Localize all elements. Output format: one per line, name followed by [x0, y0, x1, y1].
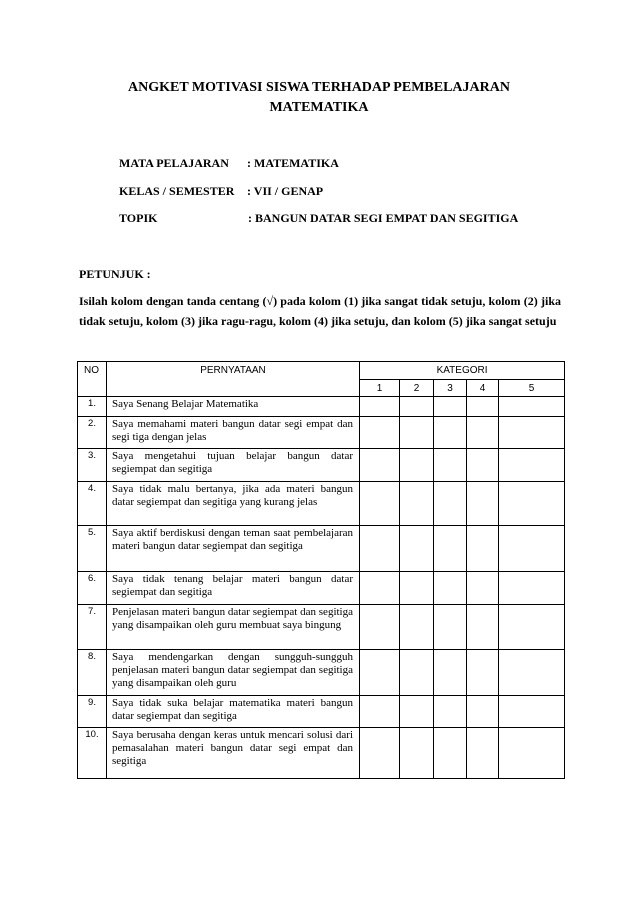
table-row — [78, 417, 565, 449]
row-statement: Saya berusaha dengan keras untuk mencari solusi dari pemasalahan materi bangun datar segi empat dan segitiga — [107, 728, 360, 779]
info-label: MATA PELAJARAN — [119, 156, 229, 170]
rating-cell-4[interactable] — [467, 397, 499, 417]
rating-cell-1[interactable] — [360, 605, 400, 650]
rating-cell-2[interactable] — [400, 605, 434, 650]
rating-cell-3[interactable] — [434, 605, 467, 650]
table-row — [78, 397, 565, 417]
survey-table — [77, 361, 565, 779]
rating-cell-2[interactable] — [400, 449, 434, 482]
rating-cell-1[interactable] — [360, 572, 400, 605]
rating-cell-5[interactable] — [499, 417, 565, 449]
header-category: KATEGORI — [360, 362, 565, 380]
row-number: 7. — [78, 605, 107, 650]
rating-cell-1[interactable] — [360, 728, 400, 779]
category-4-header: 4 — [467, 380, 499, 397]
rating-cell-2[interactable] — [400, 417, 434, 449]
rating-cell-2[interactable] — [400, 526, 434, 572]
rating-cell-2[interactable] — [400, 572, 434, 605]
rating-cell-2[interactable] — [400, 696, 434, 728]
table-row — [78, 449, 565, 482]
row-statement: Penjelasan materi bangun datar segiempat dan segitiga yang disampaikan oleh guru membuat saya bingung — [107, 605, 360, 650]
rating-cell-4[interactable] — [467, 572, 499, 605]
rating-cell-3[interactable] — [434, 417, 467, 449]
rating-cell-5[interactable] — [499, 605, 565, 650]
row-number: 8. — [78, 650, 107, 696]
row-number: 10. — [78, 728, 107, 779]
row-statement: Saya tidak suka belajar matematika materi bangun datar segiempat dan segitiga — [107, 696, 360, 728]
category-2-header: 2 — [400, 380, 434, 397]
table-row — [78, 526, 565, 572]
table-row — [78, 605, 565, 650]
rating-cell-5[interactable] — [499, 397, 565, 417]
info-label: KELAS / SEMESTER — [119, 184, 235, 198]
rating-cell-1[interactable] — [360, 482, 400, 526]
row-statement: Saya aktif berdiskusi dengan teman saat pembelajaran materi bangun datar segiempat dan segitiga — [107, 526, 360, 572]
rating-cell-1[interactable] — [360, 449, 400, 482]
info-value: : BANGUN DATAR SEGI EMPAT DAN SEGITIGA — [248, 211, 519, 225]
rating-cell-3[interactable] — [434, 696, 467, 728]
header-statement: PERNYATAAN — [107, 362, 360, 397]
rating-cell-1[interactable] — [360, 696, 400, 728]
info-value: : VII / GENAP — [247, 184, 324, 198]
info-label: TOPIK — [119, 211, 158, 225]
rating-cell-3[interactable] — [434, 650, 467, 696]
rating-cell-4[interactable] — [467, 449, 499, 482]
table-row — [78, 650, 565, 696]
category-5-header: 5 — [499, 380, 565, 397]
table-row — [78, 482, 565, 526]
rating-cell-3[interactable] — [434, 449, 467, 482]
rating-cell-5[interactable] — [499, 482, 565, 526]
row-statement: Saya tidak malu bertanya, jika ada materi bangun datar segiempat dan segitiga yang kurang jelas — [107, 482, 360, 526]
rating-cell-4[interactable] — [467, 605, 499, 650]
rating-cell-5[interactable] — [499, 526, 565, 572]
row-statement: Saya memahami materi bangun datar segi empat dan segi tiga dengan jelas — [107, 417, 360, 449]
rating-cell-3[interactable] — [434, 526, 467, 572]
rating-cell-5[interactable] — [499, 572, 565, 605]
instructions-label: PETUNJUK : — [79, 267, 151, 281]
document-title: ANGKET MOTIVASI SISWA TERHADAP PEMBELAJARAN MATEMATIKA — [128, 80, 510, 115]
rating-cell-5[interactable] — [499, 696, 565, 728]
rating-cell-4[interactable] — [467, 696, 499, 728]
rating-cell-3[interactable] — [434, 728, 467, 779]
rating-cell-4[interactable] — [467, 650, 499, 696]
row-number: 9. — [78, 696, 107, 728]
table-row — [78, 728, 565, 779]
rating-cell-3[interactable] — [434, 572, 467, 605]
rating-cell-2[interactable] — [400, 482, 434, 526]
row-statement: Saya mengetahui tujuan belajar bangun datar segiempat dan segitiga — [107, 449, 360, 482]
rating-cell-4[interactable] — [467, 526, 499, 572]
row-number: 3. — [78, 449, 107, 482]
rating-cell-1[interactable] — [360, 650, 400, 696]
category-3-header: 3 — [434, 380, 467, 397]
rating-cell-2[interactable] — [400, 728, 434, 779]
rating-cell-3[interactable] — [434, 482, 467, 526]
rating-cell-2[interactable] — [400, 650, 434, 696]
info-row-subject — [119, 156, 339, 171]
rating-cell-1[interactable] — [360, 397, 400, 417]
rating-cell-5[interactable] — [499, 449, 565, 482]
row-number: 5. — [78, 526, 107, 572]
row-number: 6. — [78, 572, 107, 605]
rating-cell-3[interactable] — [434, 397, 467, 417]
instructions-text: Isilah kolom dengan tanda centang (√) pada kolom (1) jika sangat tidak setuju, kolom (2) jika tidak setuju, kolom (3) jika ragu-ragu, kolom (4) jika setuju, dan kolom (5) jika sangat setuju — [79, 294, 561, 328]
header-no: NO — [78, 362, 107, 397]
row-statement: Saya mendengarkan dengan sungguh-sungguh penjelasan materi bangun datar segiempat dan segitiga yang disampaikan oleh guru — [107, 650, 360, 696]
rating-cell-5[interactable] — [499, 650, 565, 696]
row-statement: Saya tidak tenang belajar materi bangun datar segiempat dan segitiga — [107, 572, 360, 605]
table-row — [78, 572, 565, 605]
rating-cell-5[interactable] — [499, 728, 565, 779]
table-row — [78, 696, 565, 728]
category-1-header: 1 — [360, 380, 400, 397]
row-number: 2. — [78, 417, 107, 449]
rating-cell-4[interactable] — [467, 482, 499, 526]
row-statement: Saya Senang Belajar Matematika — [107, 397, 360, 417]
rating-cell-1[interactable] — [360, 526, 400, 572]
info-value: : MATEMATIKA — [247, 156, 339, 170]
info-row-topic — [119, 211, 518, 226]
info-row-class — [119, 184, 323, 199]
rating-cell-4[interactable] — [467, 728, 499, 779]
rating-cell-1[interactable] — [360, 417, 400, 449]
row-number: 4. — [78, 482, 107, 526]
rating-cell-4[interactable] — [467, 417, 499, 449]
rating-cell-2[interactable] — [400, 397, 434, 417]
row-number: 1. — [78, 397, 107, 417]
